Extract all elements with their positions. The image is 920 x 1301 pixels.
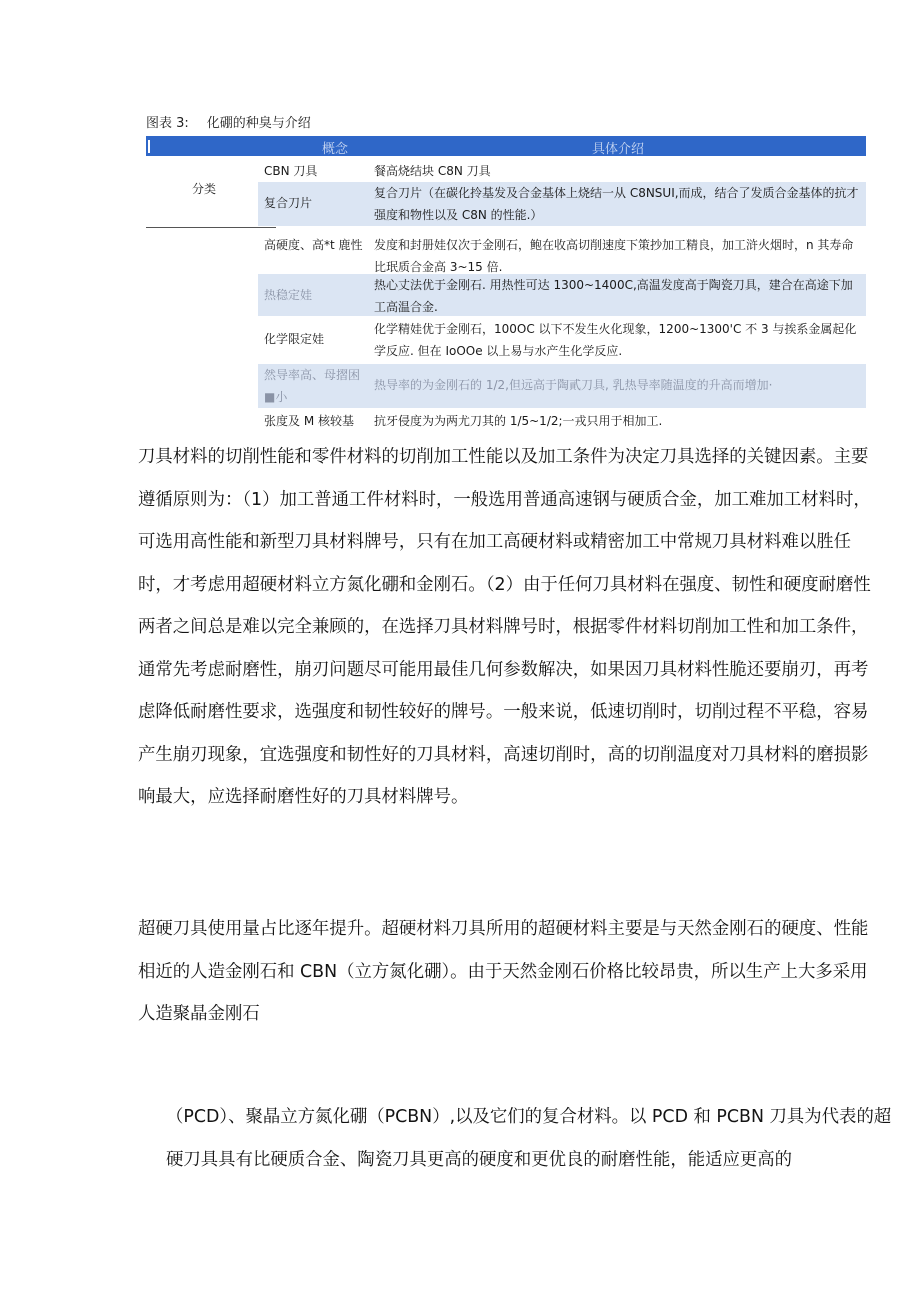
row-name: 复合刀片	[264, 196, 313, 210]
row-desc: 热导率的为金刚石的 1/2,但远高于陶貳刀具, 乳热导率随温度的升高而增加·	[374, 378, 773, 392]
table-header	[146, 136, 866, 156]
paragraph: 超硬刀具使用量占比逐年提升。超硬材料刀具所用的超硬材料主要是与天然金刚石的硬度、性能相近的人造金刚石和 CBN（立方氮化硼）。由于天然金刚石价格比较昂贵，所以生产上大多采用人造聚晶金刚石	[138, 919, 869, 1024]
cbn-table	[146, 136, 866, 428]
row-desc: 复合刀片（在碳化拎基发及合金基体上烧结一从 C8NSUI,而成，结合了发质合金基体的抗才强度和物性以及 C8N 的性能.）	[374, 186, 859, 222]
row-name: 热稳定娃	[264, 288, 313, 302]
row-desc: 热心丈法优于金刚石. 用热性可达 1300~1400C,高温发度高于陶瓷刀具，建合在高途下加工高温合金.	[374, 278, 853, 314]
row-name: 化学限定娃	[264, 332, 325, 346]
table-caption	[146, 112, 311, 131]
category-divider	[146, 227, 276, 228]
row-name: 高硬度、高*t 鹿性	[264, 238, 363, 252]
header-marker	[148, 140, 150, 153]
row-name: CBN 刀具	[264, 164, 318, 178]
caption-label: 图表 3:	[146, 116, 189, 131]
row-desc: 化学精娃优于金刚石，100OC 以下不发生火化现象，1200~1300'C 不 3 与挨系金属起化学反应. 但在 IoOOe 以上易与水产生化学反应.	[374, 322, 857, 358]
row-desc: 餐高烧结块 C8N 刀具	[374, 164, 491, 178]
header-concept: 概念	[322, 142, 349, 157]
row-desc: 发度和封册娃仅次于金刚石，鲍在收高切削速度下策抄加工精良，加工浒火烟时，n 其寿命比珉质合金高 3~15 倍.	[374, 238, 854, 274]
row-desc: 抗牙侵度为为两尤刀其的 1/5~1/2;一戎只用于相加工.	[374, 414, 663, 428]
category-label: 分类	[192, 182, 217, 196]
header-description: 具体介绍	[592, 142, 645, 157]
caption-title: 化硼的种臭与介绍	[206, 116, 311, 131]
row-name: 张度及 M 核较基	[264, 414, 354, 428]
paragraph: （PCD）、聚晶立方氮化硼（PCBN）,以及它们的复合材料。以 PCD 和 PCBN 刀具为代表的超硬刀具具有比硬质合金、陶瓷刀具更高的硬度和更优良的耐磨性能，能适应更高的	[166, 1107, 892, 1170]
row-name: 然导率高、母摺困 ■小	[264, 368, 361, 404]
paragraph: 刀具材料的切削性能和零件材料的切削加工性能以及加工条件为决定刀具选择的关键因素。主要遵循原则为：（1）加工普通工件材料时，一般选用普通高速钢与硬质合金，加工难加工材料时，可选用高性能和新型刀具材料牌号，只有在加工高硬材料或精密加工中常规刀具材料难以胜任时，才考虑用超硬材料立方氮化硼和金刚石。（2）由于任何刀具材料在强度、韧性和硬度耐磨性两者之间总是难以完全兼顾的，在选择刀具材料牌号时，根据零件材料切削加工性和加工条件，通常先考虑耐磨性，崩刃问题尽可能用最佳几何参数解决，如果因刀具材料性脆还要崩刃，再考虑降低耐磨性要求，选强度和韧性较好的牌号。一般来说，低速切削时，切削过程不平稳，容易产生崩刃现象，宜选强度和韧性好的刀具材料，高速切削时，高的切削温度对刀具材料的磨损影响最大，应选择耐磨性好的刀具材料牌号。	[138, 447, 871, 807]
